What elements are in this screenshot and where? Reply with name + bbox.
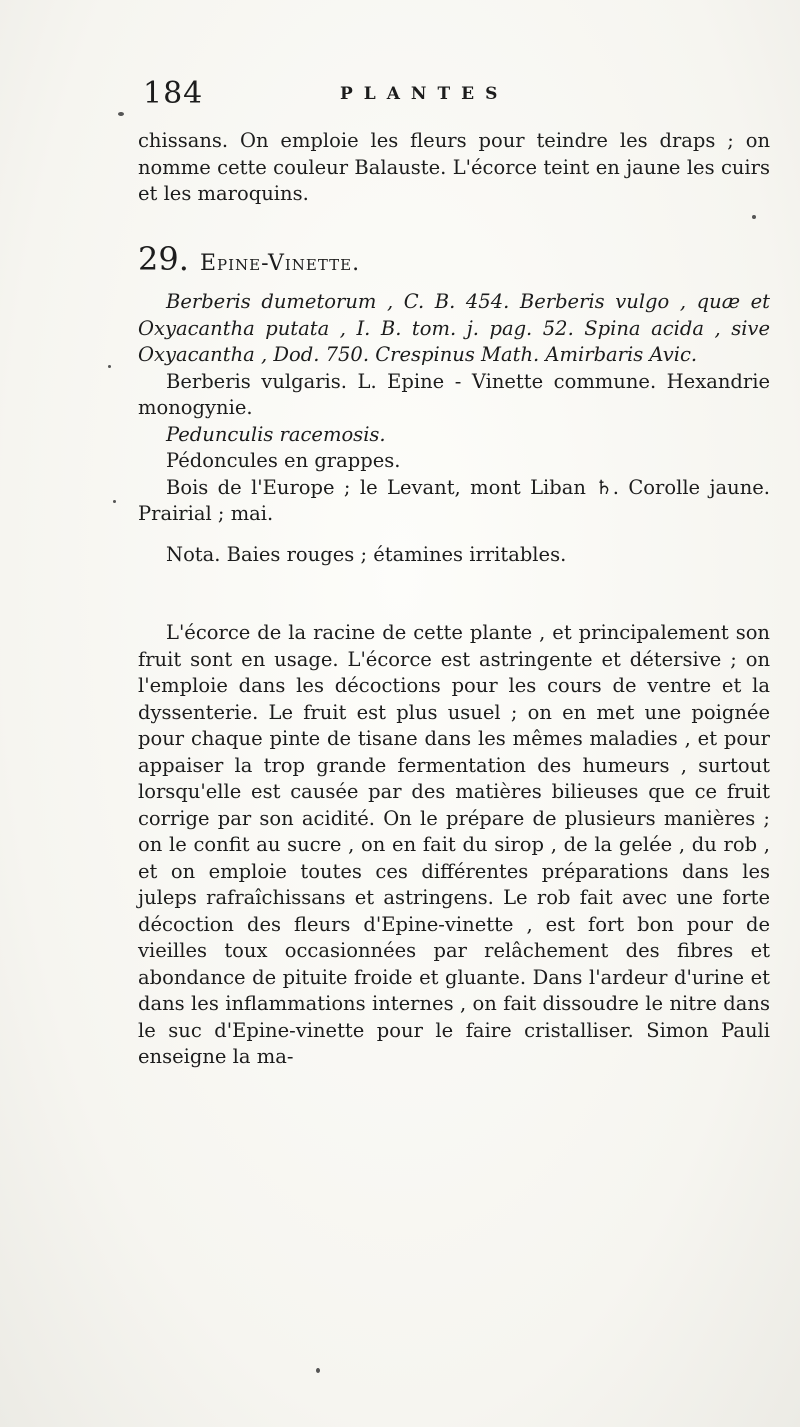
linnaean-name: Berberis vulgaris. L. Epine - Vinette commune. Hexandrie monogynie. <box>138 369 770 419</box>
entry-heading <box>138 240 770 284</box>
french-description: Pédoncules en grappes. <box>166 449 401 472</box>
continuation-paragraph <box>138 128 770 208</box>
ink-speck <box>108 365 111 368</box>
latin-description: Pedunculis racemosis. <box>166 422 386 446</box>
ink-speck <box>752 215 756 219</box>
synonymy-block <box>138 289 770 568</box>
habitat-line: Bois de l'Europe ; le Levant, mont Liban ♄. Corolle jaune. Prairial ; mai. <box>138 475 770 525</box>
entry-title: Epine-Vinette. <box>199 251 361 276</box>
continuation-text: chissans. On emploie les fleurs pour teindre les draps ; on nomme cette couleur Balauste. L'écorce teint en jaune les cuirs et les maroquins. <box>138 129 770 205</box>
page-header <box>125 76 785 120</box>
page-number: 184 <box>143 76 204 111</box>
body-text: L'écorce de la racine de cette plante , et principalement son fruit sont en usage. L'écorce est astringente et détersive ; on l'emploie dans les décoctions pour les cours de ventre et la dyssenterie. Le fruit est plus usuel ; on en met une poignée pour chaque pinte de tisane dans les mêmes maladies , et pour appaiser la trop grande fermentation des humeurs , surtout lorsqu'elle est causée par des matières bilieuses que ce fruit corrige par son acidité. On le prépare de plusieurs manières ; on le confit au sucre , on en fait du sirop , de la gelée , du rob , et on emploie toutes ces différentes préparations dans les juleps rafraîchissans et astringens. Le rob fait avec une forte décoction des fleurs d'Epine-vinette , est fort bon pour de vieilles toux occasionnées par relâchement des fibres et abondance de pituite froide et gluante. Dans l'ardeur d'urine et dans les inflammations internes , on fait dissoudre le nitre dans le suc d'Epine-vinette pour le faire cristalliser. Simon Pauli enseigne la ma- <box>138 621 770 1068</box>
running-head: PLANTES <box>340 84 509 104</box>
ink-speck <box>316 1368 320 1373</box>
ink-speck <box>113 500 116 503</box>
body-paragraph <box>138 620 770 1071</box>
nota-line: Nota. Baies rouges ; étamines irritables. <box>166 542 567 566</box>
synonymy-line: Berberis dumetorum , C. B. 454. Berberis vulgo , quæ et Oxyacantha putata , I. B. tom. j. pag. 52. Spina acida , sive Oxyacantha , Dod. 750. Crespinus Math. Amirbaris Avic. <box>138 290 770 366</box>
entry-number: 29. <box>138 240 189 278</box>
ink-speck <box>118 112 124 116</box>
